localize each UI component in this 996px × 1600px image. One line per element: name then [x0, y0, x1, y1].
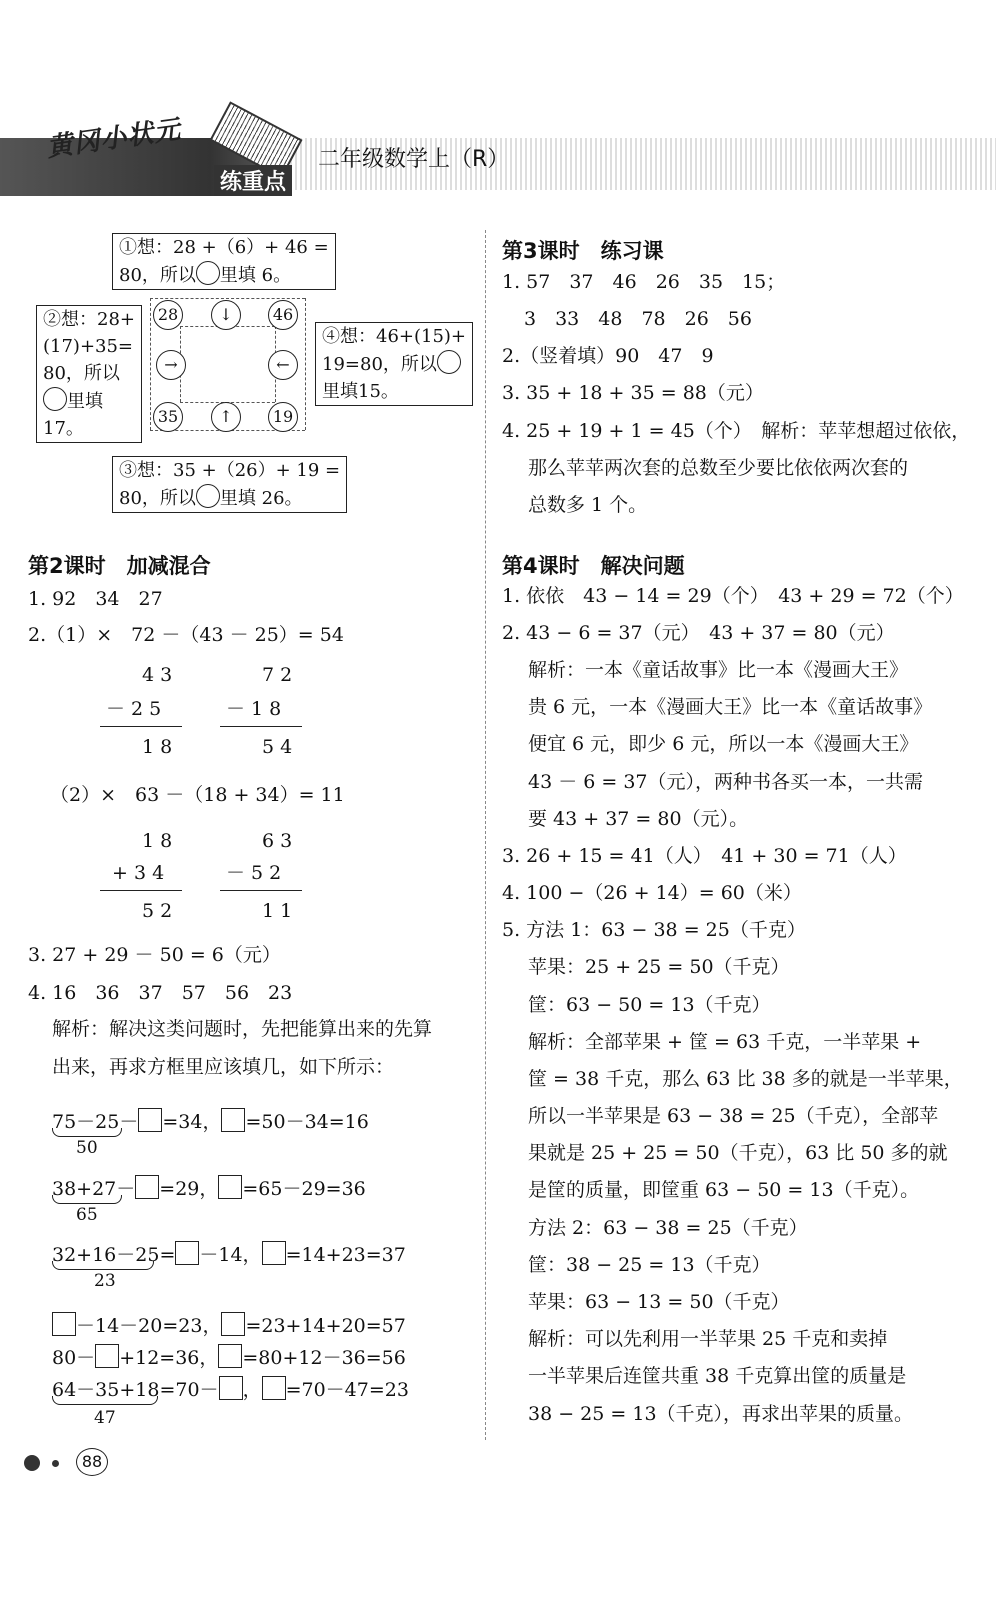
blank-square — [135, 1175, 159, 1199]
section-label: 练重点 — [214, 165, 292, 196]
equation-5: 80－ +12=36， =80+12－36=56 — [52, 1344, 406, 1368]
blank-square — [219, 1376, 243, 1400]
answer-line: 苹果：25 + 25 = 50（千克） — [528, 956, 790, 978]
answer-line: 要 43 + 37 = 80（元）。 — [528, 808, 749, 830]
brace-sum: 23 — [94, 1271, 116, 1291]
answer-line: 1. 依依 43 − 14 = 29（个） 43 + 29 = 72（个） — [502, 585, 964, 607]
answer-line: 筐：38 − 25 = 13（千克） — [528, 1254, 771, 1276]
brand-logo: 黄冈小状元 — [44, 114, 183, 164]
blank-circle — [43, 387, 67, 411]
node-35: 35 — [153, 402, 183, 432]
vertical-calc: 4 3 — [142, 664, 173, 686]
answer-line: 解析：一本《童话故事》比一本《漫画大王》 — [528, 659, 909, 681]
vertical-calc: + 3 4 — [112, 862, 165, 884]
answer-line: 1. 57 37 46 26 35 15； — [502, 271, 786, 293]
vertical-calc: 5 4 — [262, 736, 293, 758]
answer-line: 所以一半苹果是 63 − 38 = 25（千克），全部苹 — [528, 1105, 939, 1127]
arrow-down-node: ↓ — [211, 300, 241, 330]
answer-line: 总数多 1 个。 — [528, 494, 648, 516]
answer-line: 解析：全部苹果 + 筐 = 63 千克，一半苹果 + — [528, 1031, 922, 1053]
page-dot — [24, 1455, 40, 1471]
answer-line: 3 33 48 78 26 56 — [524, 308, 752, 330]
blank-square — [218, 1344, 242, 1368]
node-46: 46 — [268, 300, 298, 330]
answer-line: 那么苹苹两次套的总数至少要比依依两次套的 — [528, 457, 909, 479]
vertical-calc: 1 1 — [262, 900, 293, 922]
vertical-calc: 7 2 — [262, 664, 293, 686]
frame-line — [150, 298, 152, 430]
answer-line: 是筐的质量，即筐重 63 − 50 = 13（千克）。 — [528, 1179, 920, 1201]
blank-square — [221, 1108, 245, 1132]
heading-lesson-3: 第3课时 练习课 — [502, 239, 664, 263]
blank-circle — [196, 484, 220, 508]
answer-line: 4. 16 36 37 57 56 23 — [28, 982, 293, 1004]
vertical-calc: 1 8 — [142, 736, 173, 758]
brace — [52, 1261, 154, 1270]
brace — [52, 1396, 158, 1405]
calc-rule — [220, 890, 302, 891]
vertical-calc: － 5 2 — [226, 862, 282, 884]
calc-rule — [100, 890, 182, 891]
equation-3: 32+16－25= －14， =14+23=37 — [52, 1241, 406, 1265]
page-dot — [52, 1460, 59, 1467]
blank-square — [262, 1241, 286, 1265]
diagram-box-3: ③想：35 +（26）+ 19 = 80，所以 里填 26。 — [112, 456, 347, 513]
node-19: 19 — [268, 402, 298, 432]
answer-line: 1. 92 34 27 — [28, 588, 163, 610]
heading-lesson-2: 第2课时 加减混合 — [28, 554, 211, 578]
answer-line: 4. 100 −（26 + 14）= 60（米） — [502, 882, 802, 904]
vertical-calc: 5 2 — [142, 900, 173, 922]
answer-line: 2.（竖着填）90 47 9 — [502, 345, 714, 367]
vertical-calc: 6 3 — [262, 830, 293, 852]
heading-lesson-4: 第4课时 解决问题 — [502, 554, 685, 578]
diagram-box-4: ④想：46+(15)+ 19=80，所以 里填15。 — [315, 322, 473, 406]
answer-line: 苹果：63 − 13 = 50（千克） — [528, 1291, 790, 1313]
brace-sum: 50 — [76, 1138, 98, 1158]
answer-line: 解析：可以先利用一半苹果 25 千克和卖掉 — [528, 1328, 888, 1350]
answer-line: 3. 26 + 15 = 41（人） 41 + 30 = 71（人） — [502, 845, 907, 867]
blank-circle — [196, 261, 220, 285]
calc-rule — [100, 726, 182, 727]
arrow-left-node: ← — [268, 350, 298, 380]
blank-circle — [437, 350, 461, 374]
answer-line: 5. 方法 1：63 − 38 = 25（千克） — [502, 919, 806, 941]
brace-sum: 47 — [94, 1408, 116, 1428]
diagram-box-1: ①想：28 +（6）+ 46 = 80，所以 里填 6。 — [112, 233, 336, 290]
blank-square — [138, 1108, 162, 1132]
grade-title: 二年级数学上（R） — [318, 147, 510, 172]
frame-line — [305, 298, 307, 430]
arrow-up-node: ↑ — [211, 402, 241, 432]
blank-square — [175, 1241, 199, 1265]
answer-line: （2）× 63 －（18 + 34）= 11 — [50, 784, 345, 806]
diagram-box-2: ②想：28+ (17)+35= 80，所以 里填 17。 — [36, 305, 142, 443]
column-divider — [485, 230, 486, 1440]
blank-square — [218, 1175, 242, 1199]
equation-2: 38+27－ =29， =65－29=36 — [52, 1175, 366, 1199]
answer-line: 4. 25 + 19 + 1 = 45（个） 解析：苹苹想超过依依， — [502, 420, 971, 442]
equation-6: 64－35+18=70－ ， =70－47=23 — [52, 1376, 409, 1400]
answer-line: 筐：63 − 50 = 13（千克） — [528, 994, 771, 1016]
arrow-right-node: → — [156, 350, 186, 380]
brace — [52, 1128, 122, 1137]
answer-line: 43 － 6 = 37（元），两种书各买一本，一共需 — [528, 771, 924, 793]
answer-line: 筐 = 38 千克，那么 63 比 38 多的就是一半苹果， — [528, 1068, 963, 1090]
page-number: 88 — [76, 1448, 108, 1476]
vertical-calc: － 2 5 — [106, 698, 162, 720]
blank-square — [52, 1312, 76, 1336]
answer-line: 3. 27 + 29 － 50 = 6（元） — [28, 944, 281, 966]
blank-square — [262, 1376, 286, 1400]
answer-line: 解析：解决这类问题时，先把能算出来的先算 — [52, 1018, 433, 1040]
equation-4: －14－20=23， =23+14+20=57 — [52, 1312, 406, 1336]
blank-square — [95, 1344, 119, 1368]
answer-line: 方法 2：63 − 38 = 25（千克） — [528, 1217, 808, 1239]
equation-1: 75－25－ =34， =50－34=16 — [52, 1108, 369, 1132]
node-28: 28 — [153, 300, 183, 330]
brace — [52, 1195, 122, 1204]
answer-line: 出来，再求方框里应该填几，如下所示： — [52, 1056, 395, 1078]
answer-line: 2.（1）× 72 －（43 － 25）= 54 — [28, 624, 344, 646]
answer-line: 便宜 6 元，即少 6 元，所以一本《漫画大王》 — [528, 733, 919, 755]
blank-square — [221, 1312, 245, 1336]
vertical-calc: － 1 8 — [226, 698, 282, 720]
vertical-calc: 1 8 — [142, 830, 173, 852]
answer-line: 果就是 25 + 25 = 50（千克），63 比 50 多的就 — [528, 1142, 948, 1164]
answer-line: 2. 43 − 6 = 37（元） 43 + 37 = 80（元） — [502, 622, 895, 644]
calc-rule — [220, 726, 302, 727]
answer-line: 38 − 25 = 13（千克），再求出苹果的质量。 — [528, 1403, 914, 1425]
answer-line: 一半苹果后连筐共重 38 千克算出筐的质量是 — [528, 1365, 907, 1387]
brace-sum: 65 — [76, 1205, 98, 1225]
answer-line: 贵 6 元，一本《漫画大王》比一本《童话故事》 — [528, 696, 933, 718]
answer-line: 3. 35 + 18 + 35 = 88（元） — [502, 382, 764, 404]
